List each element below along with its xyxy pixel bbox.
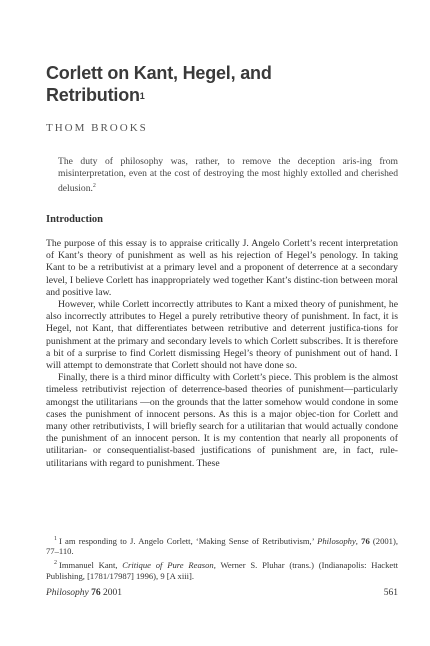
footnote-2-mark: 2	[54, 560, 57, 567]
footnote-1-tail: (2001), 77–110.	[46, 535, 398, 557]
footnote-1-text: I am responding to J. Angelo Corlett, ‘Making Sense of Retributivism,’	[59, 535, 318, 546]
footer-journal: Philosophy	[46, 588, 89, 598]
footnote-1-journal: Philosophy	[317, 535, 356, 546]
epigraph-footnote-mark: 2	[92, 183, 96, 189]
footnote-2	[46, 558, 398, 581]
body-text	[46, 238, 398, 470]
paragraph-2: However, while Corlett incorrectly attributes to Kant a mixed theory of punishment, he also incorrectly attributes to Hegel a purely retributive theory of punishment. In fact, it is Hegel, not Kant, that differentiates between retributive and deterrent justifica-tions for punishment at the primary and secondary levels to which Corlett subscribes. It is therefore a bit of a surprise to find Corlett dismissing Hegel’s theory of punishment out of hand. I will attempt to demonstrate that Corlett should not have done so.	[46, 299, 398, 372]
footnote-1-volume: 76	[361, 535, 370, 546]
epigraph-text: The duty of philosophy was, rather, to remove the deception aris-ing from misinterpretation, even at the cost of destroying the most highly extolled and cherished delusion.	[58, 156, 398, 195]
paragraph-3: Finally, there is a third minor difficulty with Corlett’s piece. This problem is the almost timeless retributivist rejection of deterrence-based theories of punishment—particularly amongst the utilitarians —on the grounds that the latter somehow would condone in some cases the punishment of innocent persons. As this is a major objec-tion for Corlett and many other retributivists, I will briefly search for a utilitarian that would actually condone the punishment of an innocent person. It is my contention that nearly all proponents of utilitarian- or consequentialist-based justifications of punishment are, in fact, rule-utilitarians with regard to punishment. These	[46, 372, 398, 469]
footnote-2-work: Critique of Pure Reason	[122, 559, 214, 570]
footnote-2-tail: , Werner S. Pluhar (trans.) (Indianapolis: Hackett Publishing, [1781/17987] 1996), 9 [A xiii].	[46, 559, 398, 581]
epigraph	[58, 156, 398, 195]
page-number: 561	[383, 588, 398, 598]
page-footer	[46, 588, 398, 598]
article-title	[46, 62, 366, 106]
footnote-1-sep: ,	[355, 535, 362, 546]
footnote-1	[46, 534, 398, 557]
footnotes	[46, 534, 398, 582]
footer-year: 2001	[103, 588, 122, 598]
section-heading: Introduction	[46, 214, 103, 225]
author-name: THOM BROOKS	[46, 122, 148, 134]
article-title-text: Corlett on Kant, Hegel, and Retribution	[46, 63, 272, 105]
footnote-2-text: Immanuel Kant,	[59, 559, 123, 570]
paragraph-1: The purpose of this essay is to appraise critically J. Angelo Corlett’s recent interpretation of Kant’s theory of punishment as well as his rejection of Hegel’s penology. In taking Kant to be a retributivist at a primary level and a proponent of deterrence at a secondary level, I believe Corlett has inappropriately wed together Kant’s distinc-tion between moral and positive law.	[46, 238, 398, 298]
title-footnote-mark: 1	[139, 91, 145, 101]
footnote-1-mark: 1	[54, 536, 57, 542]
footer-volume: 76	[91, 588, 101, 598]
